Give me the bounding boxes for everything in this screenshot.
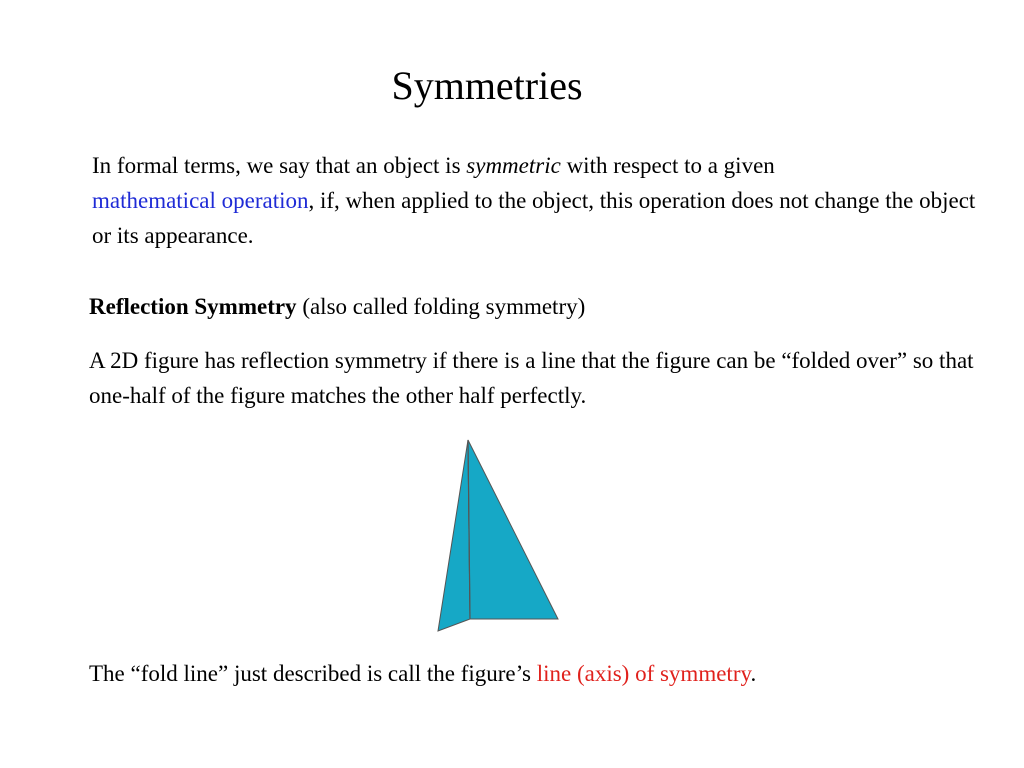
symmetric-emphasis: symmetric: [466, 153, 561, 178]
triangle-left-half: [438, 440, 470, 631]
slide-title: Symmetries: [391, 63, 583, 108]
intro-text-1: In formal terms, we say that an object is: [92, 153, 467, 178]
intro-text-2: with respect to a given: [560, 153, 775, 178]
axis-of-symmetry-highlight: line (axis) of symmetry: [536, 661, 751, 686]
reflection-heading-line: [89, 289, 989, 324]
intro-text-3: , if, when applied to the object, this operation does not change the object or its appearance.: [92, 188, 976, 248]
conclusion-paragraph: [89, 656, 989, 691]
conclusion-text-2: .: [750, 661, 757, 686]
triangle-right-half: [468, 440, 558, 619]
mathematical-operation-link[interactable]: mathematical operation: [92, 188, 309, 213]
reflection-description: A 2D figure has reflection symmetry if there is a line that the figure can be “folded over” so that one-half of the figure matches the other half perfectly.: [89, 348, 974, 408]
reflection-subheading: (also called folding symmetry): [296, 294, 586, 319]
intro-paragraph: [92, 148, 992, 253]
folded-triangle-figure: [430, 432, 570, 642]
conclusion-text-1: The “fold line” just described is call the figure’s: [89, 661, 537, 686]
reflection-heading: Reflection Symmetry: [89, 294, 297, 319]
